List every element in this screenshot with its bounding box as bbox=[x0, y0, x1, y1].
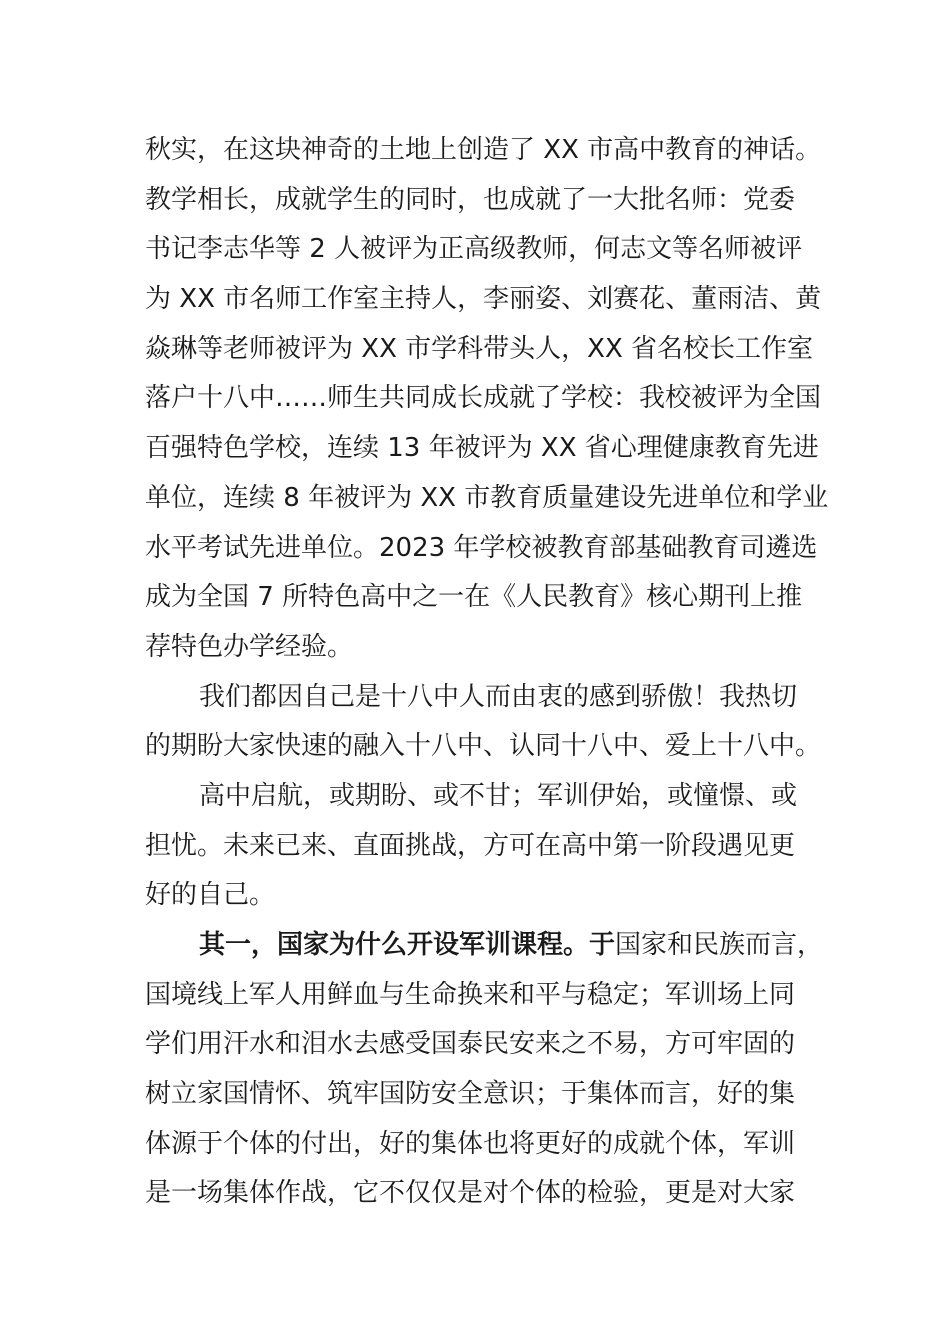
text-line bbox=[145, 921, 825, 971]
text-line: 成为全国 7 所特色高中之一在《人民教育》核心期刊上推 bbox=[145, 582, 803, 613]
text-line: 落户十八中……师生共同成长成就了学校：我校被评为全国 bbox=[145, 383, 822, 414]
text-line: 学们用汗水和泪水去感受国泰民安来之不易，方可牢固的 bbox=[145, 1029, 796, 1060]
text-run: 国家和民族而言， bbox=[615, 930, 824, 960]
text-line: 好的自己。 bbox=[145, 880, 276, 911]
text-line: 我们都因自己是十八中人而由衷的感到骄傲！我热切 bbox=[199, 681, 798, 712]
text-line: 担忧。未来已来、直面挑战，方可在高中第一阶段遇见更 bbox=[145, 830, 796, 861]
text-line: 国境线上军人用鲜血与生命换来和平与稳定；军训场上同 bbox=[145, 979, 796, 1010]
text-line: 焱琳等老师被评为 XX 市学科带头人，XX 省名校长工作室 bbox=[145, 333, 814, 364]
paragraph-military-training bbox=[145, 921, 825, 1219]
text-line: 教学相长，成就学生的同时，也成就了一大批名师：党委 bbox=[145, 184, 796, 215]
text-line: 水平考试先进单位。2023 年学校被教育部基础教育司遴选 bbox=[145, 532, 818, 563]
paragraph-pride bbox=[145, 673, 825, 772]
section-heading: 其一，国家为什么开设军训课程。于 bbox=[199, 930, 616, 960]
text-line: 树立家国情怀、筑牢国防安全意识；于集体而言，好的集 bbox=[145, 1079, 796, 1110]
paragraph-school-achievements bbox=[145, 126, 829, 673]
text-line: 体源于个体的付出，好的集体也将更好的成就个体，军训 bbox=[145, 1128, 796, 1159]
text-line: 百强特色学校，连续 13 年被评为 XX 省心理健康教育先进 bbox=[145, 433, 819, 464]
text-line: 为 XX 市名师工作室主持人，李丽姿、刘赛花、董雨洁、黄 bbox=[145, 284, 822, 315]
text-line: 书记李志华等 2 人被评为正高级教师，何志文等名师被评 bbox=[145, 234, 803, 265]
text-line: 秋实，在这块神奇的土地上创造了 XX 市高中教育的神话。 bbox=[145, 135, 822, 165]
text-line: 单位，连续 8 年被评为 XX 市教育质量建设先进单位和学业 bbox=[145, 482, 829, 513]
paragraph-new-start bbox=[145, 772, 825, 921]
text-line: 是一场集体作战，它不仅仅是对个体的检验，更是对大家 bbox=[145, 1178, 796, 1209]
text-line: 高中启航，或期盼、或不甘；军训伊始，或憧憬、或 bbox=[199, 780, 798, 811]
body-text bbox=[145, 126, 829, 1219]
text-line: 荐特色办学经验。 bbox=[145, 631, 354, 662]
text-line: 的期盼大家快速的融入十八中、认同十八中、爱上十八中。 bbox=[145, 731, 822, 762]
